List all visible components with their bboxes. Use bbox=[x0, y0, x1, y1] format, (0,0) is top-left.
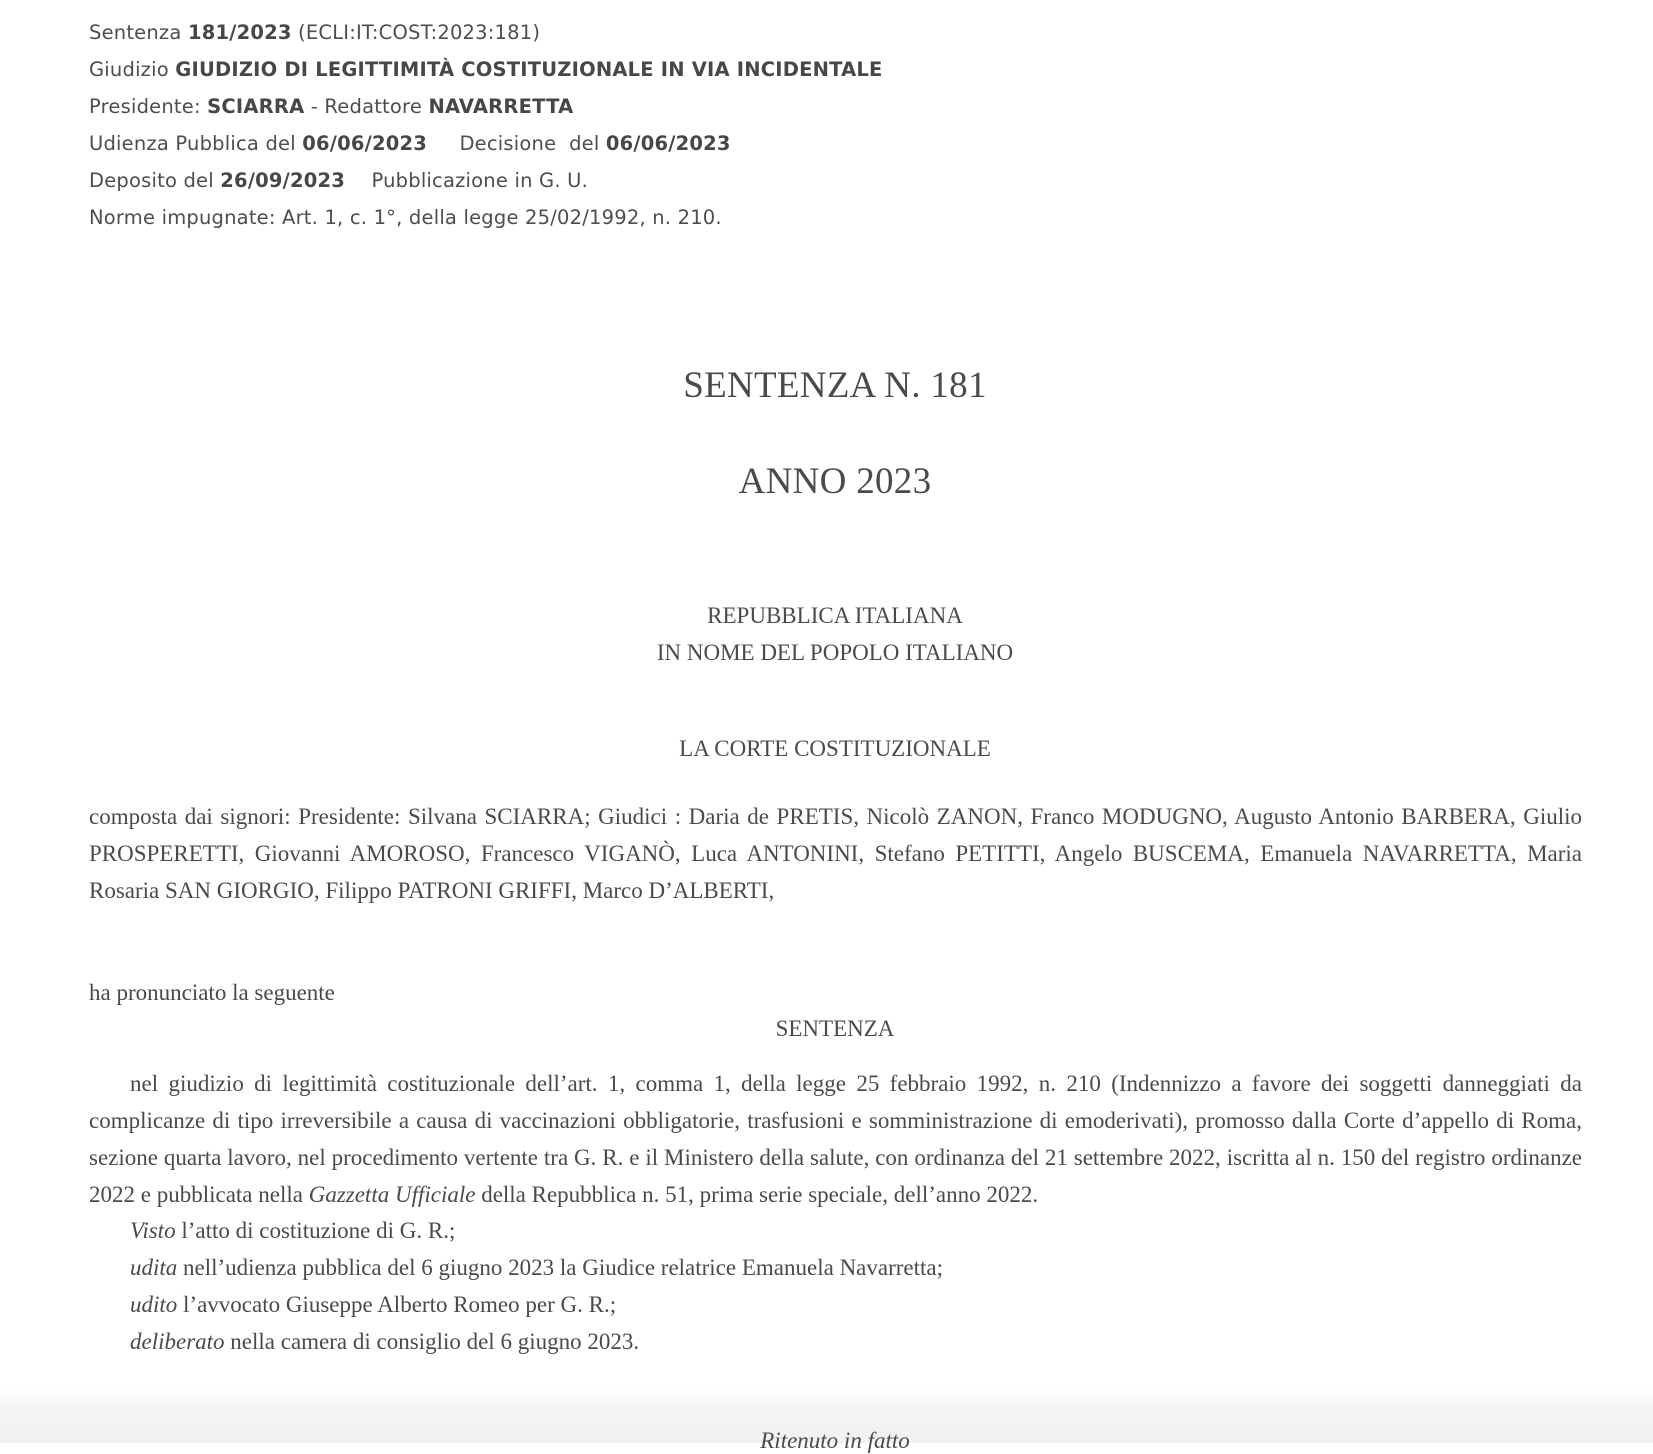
redattore-label: - Redattore bbox=[310, 95, 423, 118]
meta-row-deposito bbox=[89, 166, 883, 203]
pronounced-line: ha pronunciato la seguente bbox=[89, 980, 335, 1005]
udita-italic: udita bbox=[130, 1255, 178, 1280]
ritenuto-heading: Ritenuto in fatto bbox=[760, 1428, 910, 1453]
sentenza-number: 181/2023 bbox=[187, 21, 292, 44]
meta-row-sentenza bbox=[89, 18, 883, 55]
giudizio-label: Giudizio bbox=[89, 58, 169, 81]
deposito-date: 26/09/2023 bbox=[220, 169, 346, 192]
meta-row-norme bbox=[89, 203, 883, 240]
anno-title: ANNO 2023 bbox=[738, 461, 932, 502]
visto-line bbox=[130, 1212, 455, 1249]
gazzetta-ufficiale: Gazzetta Ufficiale bbox=[308, 1182, 476, 1207]
corte-heading: LA CORTE COSTITUZIONALE bbox=[679, 736, 991, 761]
deliberato-rest: nella camera di consiglio del 6 giugno 2023. bbox=[230, 1329, 640, 1354]
decisione-date: 06/06/2023 bbox=[605, 132, 731, 155]
pubblicazione-label: Pubblicazione in G. U. bbox=[371, 169, 589, 192]
udienza-date: 06/06/2023 bbox=[302, 132, 428, 155]
sentenza-word: SENTENZA bbox=[775, 1016, 895, 1041]
visto-italic: Visto bbox=[130, 1218, 176, 1243]
repubblica-heading: REPUBBLICA ITALIANA bbox=[707, 603, 963, 628]
popolo-heading: IN NOME DEL POPOLO ITALIANO bbox=[656, 640, 1014, 665]
ecli-code: (ECLI:IT:COST:2023:181) bbox=[298, 21, 541, 44]
decision-metadata bbox=[89, 18, 883, 240]
intro-paragraph bbox=[89, 1065, 1582, 1213]
deliberato-line bbox=[130, 1323, 639, 1360]
deliberato-italic: deliberato bbox=[130, 1329, 225, 1354]
udito-line bbox=[130, 1286, 616, 1323]
presidente-label: Presidente: bbox=[89, 95, 201, 118]
udienza-label: Udienza Pubblica del bbox=[89, 132, 296, 155]
redattore-value: NAVARRETTA bbox=[428, 95, 574, 118]
deposito-label: Deposito del bbox=[89, 169, 214, 192]
udito-italic: udito bbox=[130, 1292, 178, 1317]
norme-label: Norme impugnate: bbox=[89, 206, 276, 229]
meta-row-udienza bbox=[89, 129, 883, 166]
presidente-value: SCIARRA bbox=[207, 95, 305, 118]
giudizio-value: GIUDIZIO DI LEGITTIMITÀ COSTITUZIONALE IN VIA INCIDENTALE bbox=[175, 58, 883, 81]
meta-row-presidente bbox=[89, 92, 883, 129]
udita-rest: nell’udienza pubblica del 6 giugno 2023 la Giudice relatrice Emanuela Navarretta; bbox=[183, 1255, 943, 1280]
sentenza-label: Sentenza bbox=[89, 21, 182, 44]
intro-before: nel giudizio di legittimità costituzionale dell’art. 1, comma 1, della legge 25 febbraio 1992, n. 210 (Indennizzo a favore dei soggetti danneggiati da complicanze di tipo irreversibile a causa di vaccinazioni obbligatorie, trasfusioni e somministrazione di emoderivati), promosso dalla Corte d’appello di Roma, sezione quarta lavoro, nel procedimento vertente tra G. R. e il Ministero della salute, con ordinanza del 21 settembre 2022, iscritta al n. 150 del registro ordinanze 2022 e pubblicata nella bbox=[89, 1071, 1582, 1207]
udito-rest: l’avvocato Giuseppe Alberto Romeo per G. R.; bbox=[183, 1292, 617, 1317]
sentenza-title: SENTENZA N. 181 bbox=[683, 365, 987, 406]
visto-rest: l’atto di costituzione di G. R.; bbox=[181, 1218, 456, 1243]
intro-after: della Repubblica n. 51, prima serie speciale, dell’anno 2022. bbox=[481, 1182, 1039, 1207]
decisione-label: Decisione del bbox=[459, 132, 600, 155]
body-intro bbox=[89, 1065, 1582, 1213]
norme-value: Art. 1, c. 1°, della legge 25/02/1992, n. 210. bbox=[282, 206, 722, 229]
udita-line bbox=[130, 1249, 943, 1286]
court-composition: composta dai signori: Presidente: Silvana SCIARRA; Giudici : Daria de PRETIS, Nicolò ZANON, Franco MODUGNO, Augusto Antonio BARBERA, Giulio PROSPERETTI, Giovanni AMOROSO, Francesco VIGANÒ, Luca ANTONINI, Stefano PETITTI, Angelo BUSCEMA, Emanuela NAVARRETTA, Maria Rosaria SAN GIORGIO, Filippo PATRONI GRIFFI, Marco D’ALBERTI, bbox=[89, 804, 1582, 903]
meta-row-giudizio bbox=[89, 55, 883, 92]
